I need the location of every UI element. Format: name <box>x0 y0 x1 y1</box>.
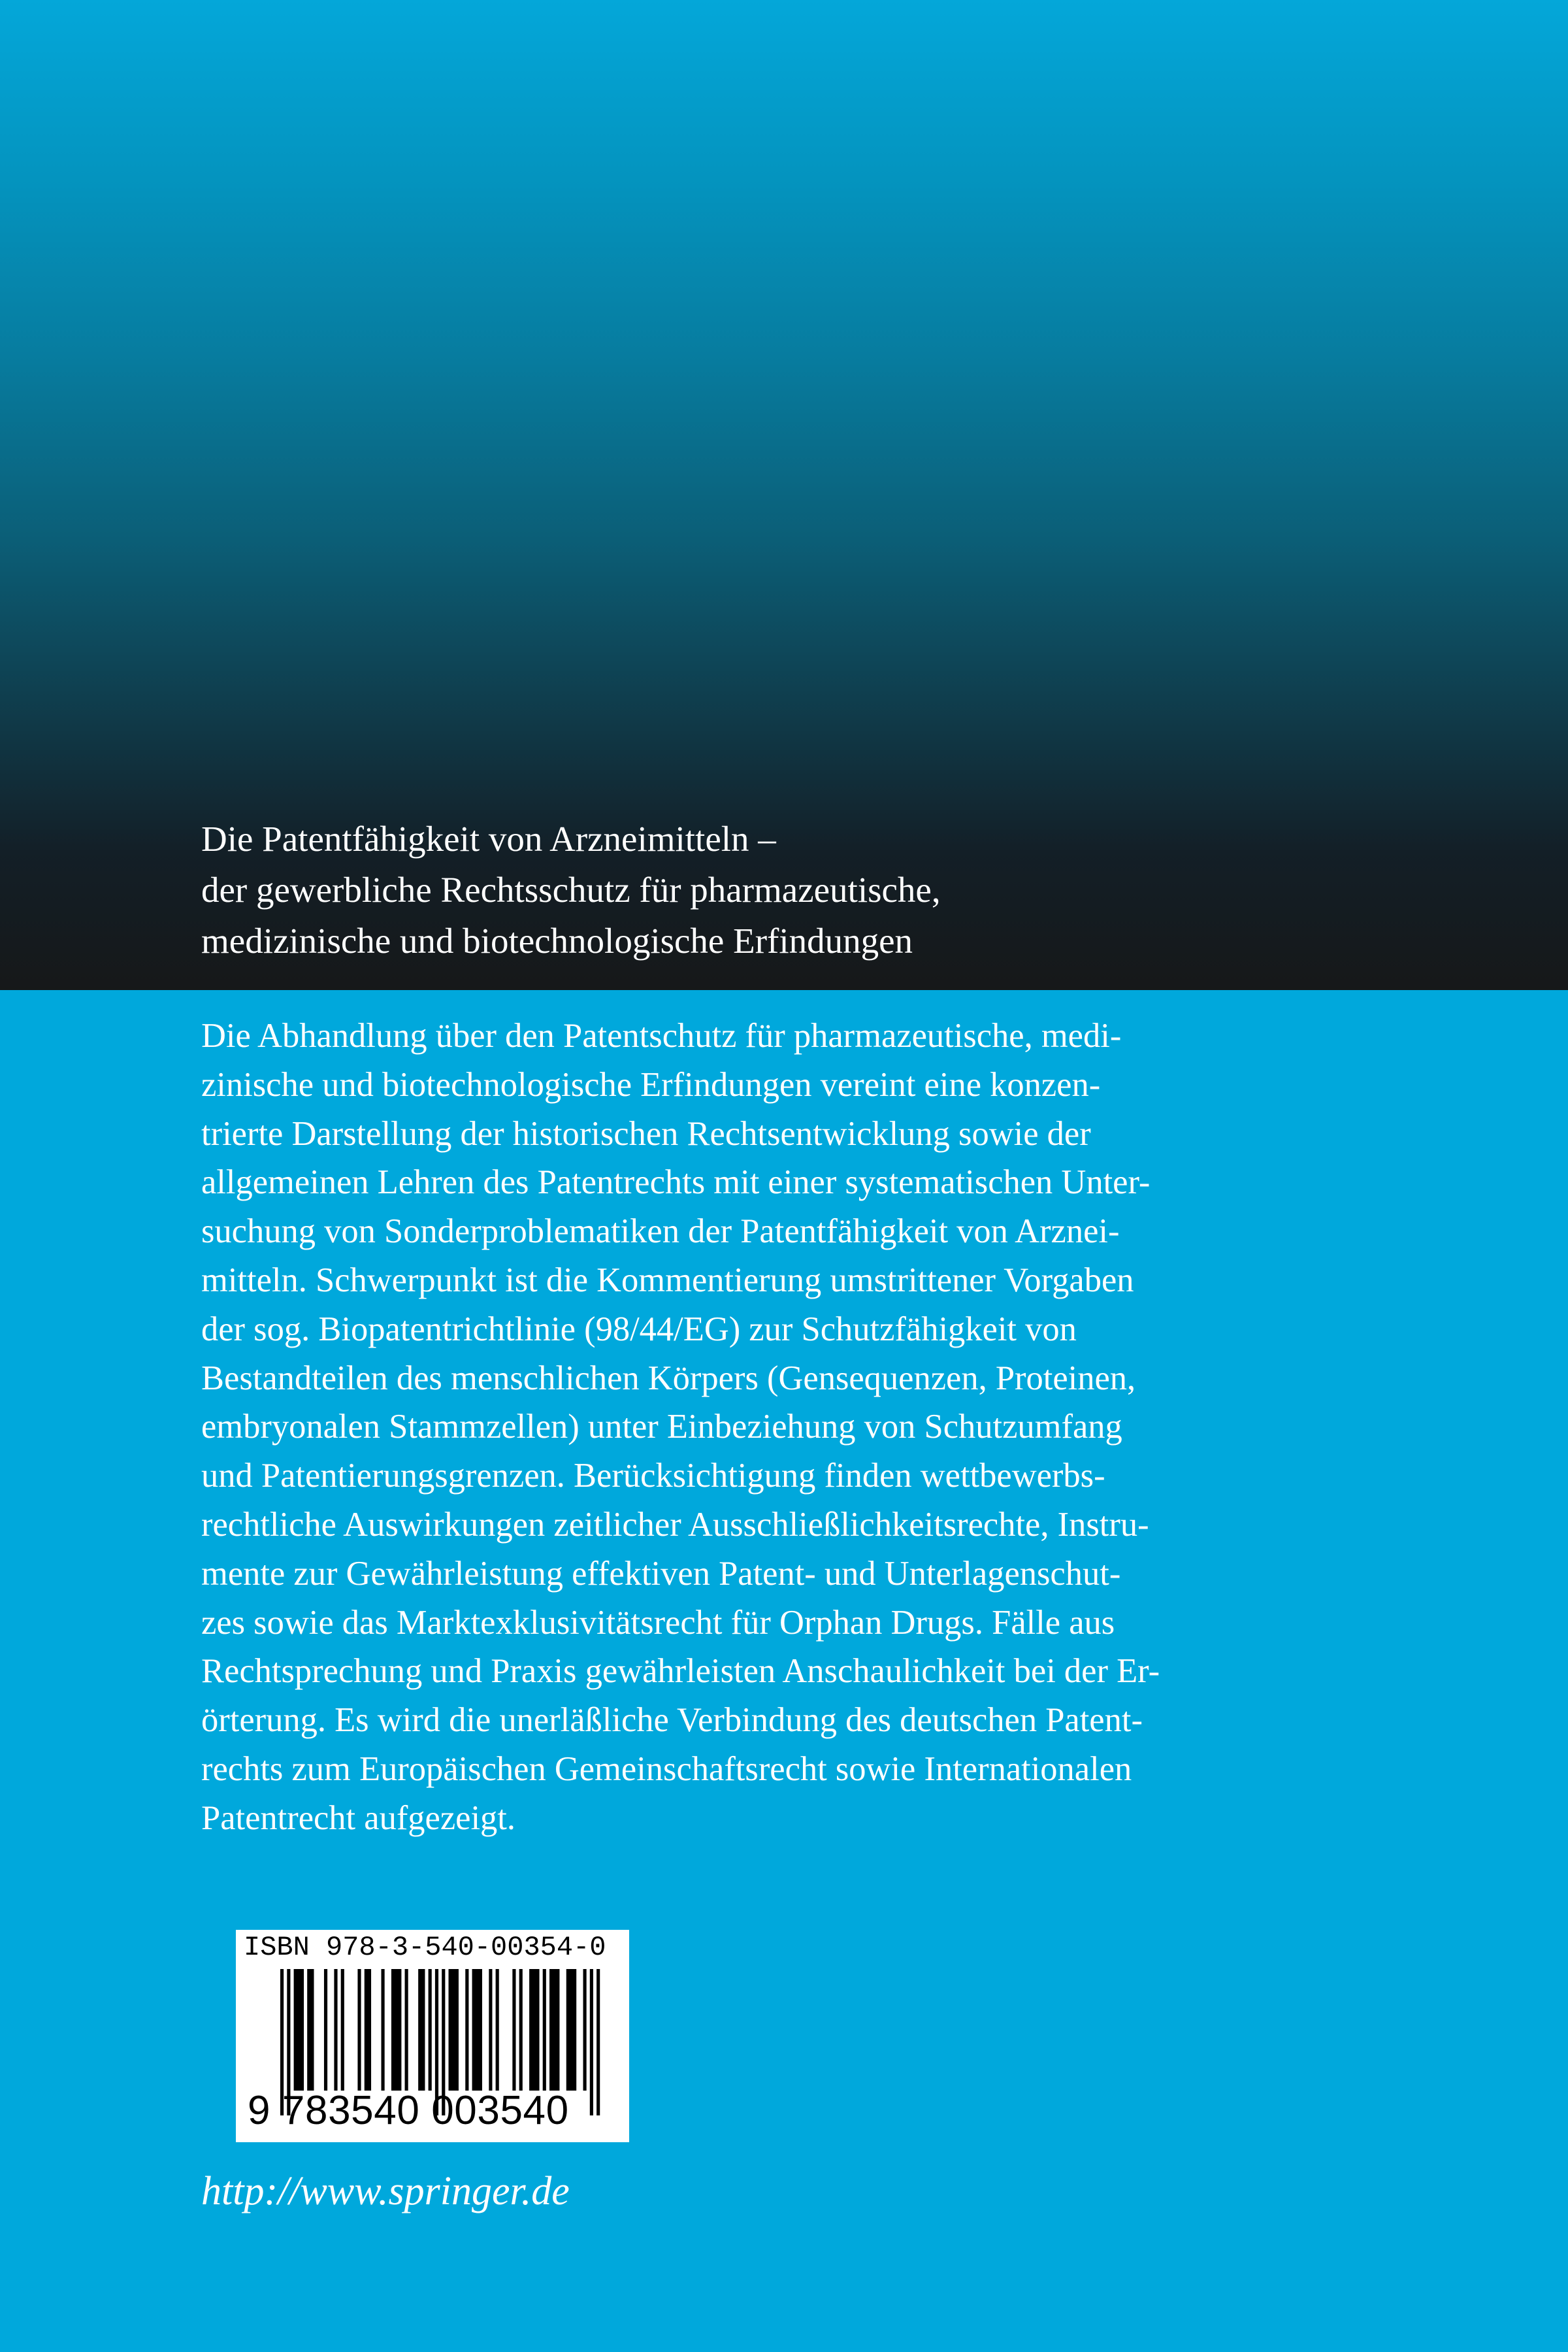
barcode-bar <box>549 1969 559 2091</box>
barcode-bar <box>382 1969 385 2091</box>
barcode-bar <box>365 1969 371 2091</box>
barcode-bar <box>472 1969 482 2091</box>
subtitle-line: Die Patentfähigkeit von Arzneimitteln – <box>201 819 776 859</box>
barcode-bar <box>519 1969 523 2091</box>
subtitle-line: der gewerbliche Rechtsschutz für pharmazeutische, <box>201 870 941 910</box>
description-line: zinische und biotechnologische Erfindungen vereint eine konzen- <box>201 1065 1101 1104</box>
barcode-bar <box>596 1969 600 2115</box>
description-line: suchung von Sonderproblematiken der Patentfähigkeit von Arznei- <box>201 1212 1120 1251</box>
barcode-bar <box>391 1969 401 2091</box>
barcode-bar <box>465 1969 468 2091</box>
barcode-bar <box>405 1969 408 2091</box>
description-line: Patentrecht aufgezeigt. <box>201 1798 516 1837</box>
description-line: allgemeinen Lehren des Patentrechts mit einer systematischen Unter- <box>201 1163 1151 1202</box>
description-line: embryonalen Stammzellen) unter Einbeziehung von Schutzumfang <box>201 1408 1122 1446</box>
barcode-bar <box>357 1969 361 2091</box>
barcode-bar <box>489 1969 492 2091</box>
description-line: der sog. Biopatentrichtlinie (98/44/EG) zur Schutzfähigkeit von <box>201 1310 1077 1348</box>
description-line: zes sowie das Marktexklusivitätsrecht für Orphan Drugs. Fälle aus <box>201 1603 1115 1642</box>
publisher-website[interactable]: http://www.springer.de <box>201 2169 570 2213</box>
description-line: Die Abhandlung über den Patentschutz für pharmazeutische, medi- <box>201 1017 1122 1055</box>
barcode-bar <box>341 1969 344 2091</box>
isbn-label: ISBN 978-3-540-00354-0 <box>244 1932 606 1963</box>
description-line: rechts zum Europäischen Gemeinschaftsrecht sowie Internationalen <box>201 1749 1132 1788</box>
barcode-bar <box>294 1969 304 2091</box>
book-description <box>201 1012 1456 1843</box>
barcode-bar <box>418 1969 425 2091</box>
barcode-bar <box>334 1969 337 2091</box>
barcode-bar <box>307 1969 314 2091</box>
subtitle-line: medizinische und biotechnologische Erfindungen <box>201 921 913 961</box>
description-line: Rechtsprechung und Praxis gewährleisten Anschaulichkeit bei der Er- <box>201 1652 1160 1691</box>
barcode-bar <box>543 1969 546 2091</box>
barcode-bar <box>449 1969 459 2091</box>
description-line: trierte Darstellung der historischen Rechtsentwicklung sowie der <box>201 1114 1091 1153</box>
description-line: mitteln. Schwerpunkt ist die Kommentierung umstrittener Vorgaben <box>201 1261 1134 1299</box>
barcode-bar <box>529 1969 539 2091</box>
description-line: und Patentierungsgrenzen. Berücksichtigung finden wettbewerbs- <box>201 1457 1105 1495</box>
description-line: Bestandteilen des menschlichen Körpers (Gensequenzen, Proteinen, <box>201 1359 1136 1397</box>
description-line: örterung. Es wird die unerläßliche Verbindung des deutschen Patent- <box>201 1701 1143 1740</box>
barcode-digits: 9 783540 003540 <box>248 2088 569 2133</box>
description-line: rechtliche Auswirkungen zeitlicher Ausschließlichkeitsrechte, Instru- <box>201 1505 1149 1544</box>
book-subtitle <box>201 814 1443 967</box>
barcode-bar <box>496 1969 499 2091</box>
barcode-bar <box>324 1969 327 2091</box>
barcode-bar <box>429 1969 432 2091</box>
barcode-bar <box>566 1969 576 2091</box>
barcode-bar <box>512 1969 515 2091</box>
isbn-barcode <box>236 1930 629 2142</box>
barcode-bar <box>590 1969 593 2115</box>
barcode-bar <box>583 1969 587 2091</box>
description-line: mente zur Gewährleistung effektiven Patent- und Unterlagenschut- <box>201 1554 1121 1593</box>
